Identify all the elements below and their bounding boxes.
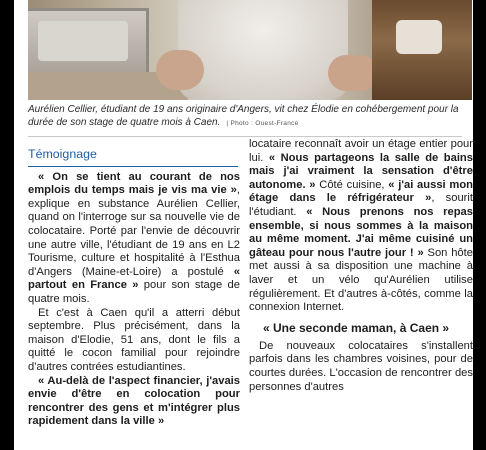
person-arm-left (156, 50, 204, 90)
ceramic-dish (396, 20, 442, 54)
quote-4: « j'ai aussi mon étage dans le réfrigérateur » (249, 178, 474, 205)
text-6: Son hôte met aussi à sa disposition une machine à laver et un vélo qu'Aurélien utilise régulièrement. Et d'autres à-côtés, comme la connexion Internet. (249, 246, 473, 314)
paragraph-1 (28, 171, 240, 307)
text-1: , explique en substance Aurélien Cellier, quand on l'interroge sur sa nouvelle vie de colocataire. Porté par l'envie de découvrir une autre ville, l'étudiant de 19 ans en L2 Tourisme, culture et hospitalité à l'Esthua d'Angers (Maine-et-Loire) a postulé (28, 184, 240, 278)
right-border (473, 0, 486, 450)
paragraph-3: « Au-delà de l'aspect financier, j'avais envie d'être en colocation pour rencontrer des gens et m'intégrer plus rapidement dans la ville » (28, 374, 240, 428)
section-label: Témoignage (28, 147, 97, 161)
person-sweater (178, 0, 348, 100)
quote-2: « partout en France » (28, 265, 240, 292)
caption-separator (28, 136, 462, 137)
article-column-right (249, 138, 473, 394)
text-2: pour son stage de quatre mois. (28, 279, 240, 305)
caption-text: Aurélien Cellier, étudiant de 19 ans originaire d'Angers, vit chez Élodie en cohébergement pour la durée de son stage de quatre mois à Caen. (28, 104, 459, 128)
paragraph-2: Et c'est à Caen qu'il a atterri début septembre. Plus précisément, dans la maison d'Elodie, 51 ans, dont le fils a quitté le cocon familial pour rejoindre d'autres contrées estudiantines. (28, 306, 240, 373)
photo-credit: | Photo : Ouest-France (226, 120, 299, 127)
article-photo (28, 0, 472, 100)
quote-1: « On se tient au courant de nos emplois du temps mais je vis ma vie » (28, 170, 240, 197)
person-arm-right (328, 55, 378, 91)
text-4: Côté cuisine, (315, 178, 389, 191)
article-column-left (28, 138, 240, 429)
section-rule (28, 166, 238, 167)
quote-3: « Nous partageons la salle de bains mais j'ai vraiment la sensation d'être autonome. » (249, 151, 473, 191)
quote-5: « Nous prenons nos repas ensemble, si nous sommes à la maison au même moment. J'ai même cuisiné un gâteau pour nous l'autre jour ! » (249, 205, 473, 259)
paragraph-5: De nouveaux colocataires s'installent parfois dans les chambres voisines, pour de courtes durées. L'occasion de rencontrer des personnes d'autres (249, 339, 473, 393)
text-5: , sourit l'étudiant. (249, 192, 473, 218)
text-3: locataire reconnaît avoir un étage entier pour lui. (249, 138, 473, 164)
sink (28, 8, 149, 76)
left-border (0, 0, 14, 450)
paragraph-4 (249, 138, 473, 315)
subheading: « Une seconde maman, à Caen » (263, 320, 450, 335)
photo-caption (28, 103, 462, 130)
